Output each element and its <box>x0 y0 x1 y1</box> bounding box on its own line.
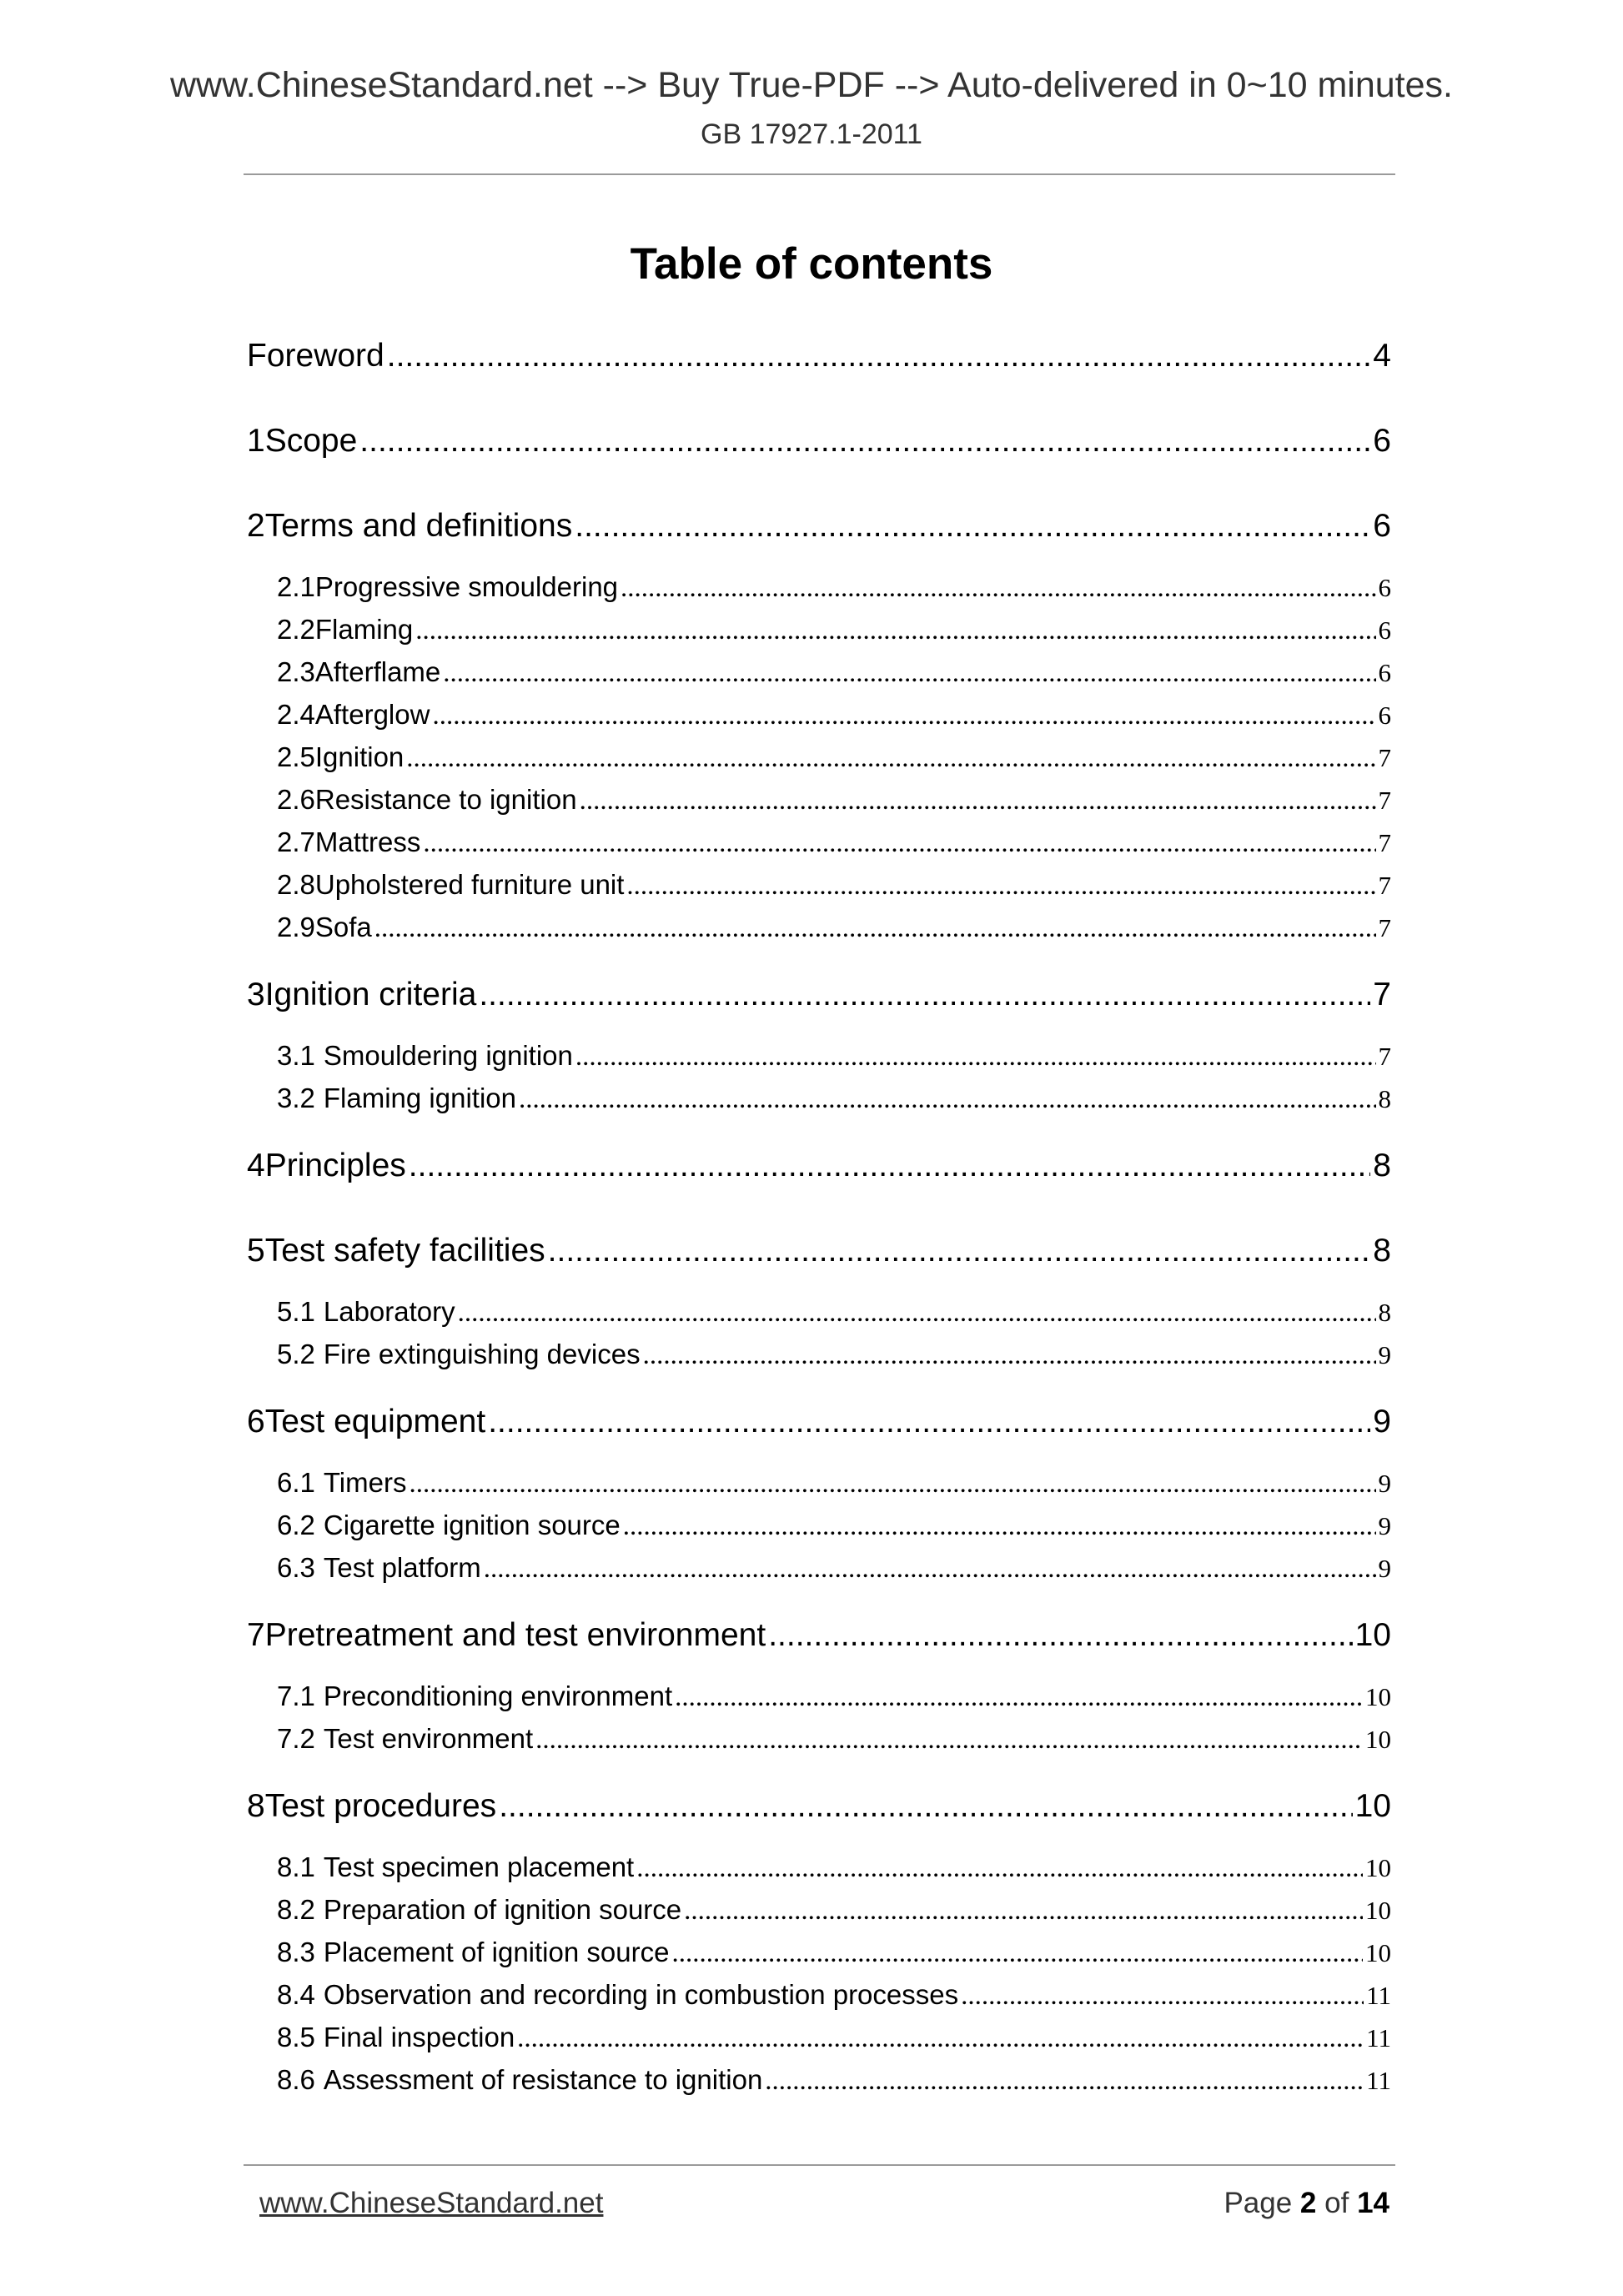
toc-dot-leader <box>519 1084 1376 1115</box>
toc-entry-page: 9 <box>1373 1404 1391 1439</box>
toc-entry-number: 4 <box>247 1148 265 1183</box>
toc-entry-number: 8.3 <box>277 1937 315 1967</box>
toc-entry-label: Test environment <box>323 1723 534 1754</box>
toc-subentry[interactable] <box>277 1681 1391 1713</box>
toc-entry-number: 5.1 <box>277 1296 315 1327</box>
toc-entry-number: 2.5 <box>277 741 315 772</box>
toc-subentry[interactable] <box>277 912 1391 944</box>
toc-dot-leader <box>479 977 1370 1013</box>
toc-dot-leader <box>621 573 1375 604</box>
toc-entry-number: 2.9 <box>277 912 315 942</box>
page-current: 2 <box>1299 2187 1317 2219</box>
toc-subentry[interactable] <box>277 1552 1391 1585</box>
footer-divider <box>244 2164 1395 2166</box>
document-id: GB 17927.1-2011 <box>701 118 922 150</box>
toc-dot-leader <box>575 508 1370 545</box>
toc-entry-page: 6 <box>1378 701 1391 730</box>
toc-entry-page: 6 <box>1373 508 1391 544</box>
toc-entry-page: 7 <box>1378 828 1391 857</box>
toc-dot-leader <box>768 1617 1352 1654</box>
page-of: of <box>1324 2187 1349 2219</box>
page-total: 14 <box>1357 2187 1389 2219</box>
toc-subentry[interactable] <box>277 784 1391 816</box>
toc-dot-leader <box>458 1298 1376 1329</box>
toc-entry-page: 7 <box>1378 1042 1391 1071</box>
toc-entry-number: 8.1 <box>277 1851 315 1882</box>
toc-entry[interactable] <box>247 1148 1391 1184</box>
toc-entry-page: 11 <box>1366 2066 1391 2095</box>
toc-subentry[interactable] <box>277 1937 1391 1969</box>
page-indicator <box>1224 2187 1389 2220</box>
toc-entry-page: 10 <box>1365 1896 1391 1925</box>
toc-subentry[interactable] <box>277 2022 1391 2054</box>
toc-subentry[interactable] <box>277 826 1391 859</box>
toc-dot-leader <box>675 1682 1363 1713</box>
toc-entry-label: Ignition <box>314 741 404 772</box>
toc-dot-leader <box>575 1042 1376 1073</box>
toc-dot-leader <box>409 1148 1371 1184</box>
toc-entry-number: 6.2 <box>277 1510 315 1540</box>
toc-dot-leader <box>432 701 1375 731</box>
toc-entry[interactable] <box>247 423 1391 460</box>
toc-subentry[interactable] <box>277 1723 1391 1756</box>
toc-dot-leader <box>623 1511 1376 1542</box>
toc-dot-leader <box>484 1554 1376 1585</box>
toc-entry-label: Observation and recording in combustion processes <box>323 1979 959 2010</box>
toc-entry-label: Principles <box>264 1148 406 1183</box>
toc-entry-number: 2.8 <box>277 869 315 900</box>
toc-dot-leader <box>671 1938 1363 1969</box>
toc-entry[interactable] <box>247 1788 1391 1825</box>
toc-entry-number: 7.2 <box>277 1723 315 1754</box>
toc-entry-label: Fire extinguishing devices <box>323 1339 641 1369</box>
toc-entry-label: Upholstered furniture unit <box>314 869 625 900</box>
toc-entry-number: 6 <box>247 1404 265 1439</box>
toc-dot-leader <box>535 1725 1363 1756</box>
toc-entry-label: Ignition criteria <box>264 977 477 1012</box>
toc-entry[interactable] <box>247 508 1391 545</box>
toc-entry-label: Test platform <box>323 1552 481 1583</box>
toc-entry-number: 6.1 <box>277 1467 315 1498</box>
toc-subentry[interactable] <box>277 699 1391 731</box>
toc-entry-number: 7 <box>247 1617 265 1653</box>
toc-entry-label: Afterglow <box>314 699 430 730</box>
toc-entry[interactable] <box>247 977 1391 1013</box>
toc-dot-leader <box>443 658 1375 689</box>
toc-entry-number: 3.2 <box>277 1083 315 1113</box>
page-prefix: Page <box>1224 2187 1293 2219</box>
toc-dot-leader <box>626 871 1375 902</box>
toc-subentry[interactable] <box>277 1339 1391 1371</box>
toc-entry-label: Flaming ignition <box>323 1083 516 1113</box>
toc-entry-number: 2 <box>247 508 265 544</box>
toc-entry-number: 7.1 <box>277 1681 315 1711</box>
toc-entry-number: 5.2 <box>277 1339 315 1369</box>
toc-subentry[interactable] <box>277 1467 1391 1500</box>
toc-entry-page: 6 <box>1378 658 1391 687</box>
toc-entry-label: Test procedures <box>264 1788 497 1824</box>
toc-dot-leader <box>415 615 1375 646</box>
toc-dot-leader <box>409 1469 1375 1500</box>
toc-entry-page: 7 <box>1378 743 1391 772</box>
toc-dot-leader <box>387 338 1371 374</box>
toc-entry-label: Test safety facilities <box>264 1233 545 1269</box>
toc-dot-leader <box>517 2023 1364 2054</box>
toc-entry-number: 2.6 <box>277 784 315 815</box>
toc-dot-leader <box>961 1981 1364 2012</box>
toc-entry-label: Scope <box>264 423 358 459</box>
toc-entry-page: 11 <box>1366 2023 1391 2052</box>
toc-entry-page: 8 <box>1378 1298 1391 1327</box>
toc-entry-page: 7 <box>1378 871 1391 900</box>
toc-entry-label: Final inspection <box>323 2022 515 2052</box>
toc-dot-leader <box>580 786 1376 816</box>
toc-entry-label: Flaming <box>314 614 414 645</box>
toc-entry-page: 6 <box>1378 615 1391 645</box>
toc-dot-leader <box>359 423 1370 460</box>
toc-entry-number: 2.1 <box>277 571 315 602</box>
footer-site-link[interactable]: www.ChineseStandard.net <box>259 2187 604 2219</box>
toc-entry-label: Test specimen placement <box>323 1851 635 1882</box>
toc-subentry[interactable] <box>277 1040 1391 1073</box>
toc-subentry[interactable] <box>277 1851 1391 1884</box>
toc-entry-page: 10 <box>1365 1682 1391 1711</box>
toc-entry-page: 9 <box>1378 1511 1391 1540</box>
toc-entry-page: 8 <box>1373 1148 1391 1183</box>
toc-entry-label: Foreword <box>247 338 384 374</box>
toc-dot-leader <box>488 1404 1370 1440</box>
toc-entry-label: Placement of ignition source <box>323 1937 670 1967</box>
toc-subentry[interactable] <box>277 1296 1391 1329</box>
toc-subentry[interactable] <box>277 571 1391 604</box>
toc-entry-number: 2.2 <box>277 614 315 645</box>
toc-dot-leader <box>374 913 1376 944</box>
toc-entry[interactable] <box>247 1617 1391 1654</box>
toc-entry[interactable] <box>247 1404 1391 1440</box>
toc-entry-label: Preconditioning environment <box>323 1681 673 1711</box>
toc-entry-number: 3.1 <box>277 1040 315 1071</box>
toc-entry-label: Mattress <box>314 826 421 857</box>
toc-dot-leader <box>636 1853 1363 1884</box>
toc-entry-label: Pretreatment and test environment <box>264 1617 766 1653</box>
toc-entry-page: 10 <box>1365 1725 1391 1754</box>
toc-entry-page: 7 <box>1373 977 1391 1012</box>
toc-dot-leader <box>499 1788 1352 1825</box>
toc-dot-leader <box>684 1896 1363 1927</box>
toc-entry-number: 8.2 <box>277 1894 315 1925</box>
toc-entry-page: 10 <box>1354 1788 1391 1824</box>
toc-entry-number: 2.3 <box>277 656 315 687</box>
toc-subentry[interactable] <box>277 1894 1391 1927</box>
toc-subentry[interactable] <box>277 869 1391 902</box>
toc-entry-number: 8 <box>247 1788 265 1824</box>
toc-entry-page: 9 <box>1378 1469 1391 1498</box>
toc-entry-page: 6 <box>1373 423 1391 459</box>
toc-dot-leader <box>765 2066 1364 2097</box>
toc-subentry[interactable] <box>277 1510 1391 1542</box>
toc-entry-page: 7 <box>1378 913 1391 942</box>
toc-entry-page: 11 <box>1366 1981 1391 2010</box>
toc-dot-leader <box>406 743 1375 774</box>
toc-subentry[interactable] <box>277 1979 1391 2012</box>
toc-entry[interactable] <box>247 1233 1391 1269</box>
toc-dot-leader <box>548 1233 1371 1269</box>
toc-entry-label: Terms and definitions <box>264 508 573 544</box>
toc-entry-number: 8.6 <box>277 2064 315 2095</box>
toc-dot-leader <box>423 828 1375 859</box>
toc-entry-number: 1 <box>247 423 265 459</box>
toc-entry-label: Preparation of ignition source <box>323 1894 682 1925</box>
toc-entry-label: Progressive smouldering <box>314 571 619 602</box>
toc-subentry[interactable] <box>277 1083 1391 1115</box>
toc-entry-label: Smouldering ignition <box>323 1040 573 1071</box>
toc-entry-number: 6.3 <box>277 1552 315 1583</box>
toc-entry-page: 9 <box>1378 1340 1391 1369</box>
toc-entry-page: 4 <box>1373 338 1391 374</box>
toc-subentry[interactable] <box>277 614 1391 646</box>
toc-entry-number: 8.5 <box>277 2022 315 2052</box>
toc-entry-number: 8.4 <box>277 1979 315 2010</box>
toc-entry-label: Afterflame <box>314 656 441 687</box>
toc-entry-page: 9 <box>1378 1554 1391 1583</box>
toc-entry-page: 10 <box>1365 1853 1391 1882</box>
toc-entry-page: 10 <box>1365 1938 1391 1967</box>
toc-entry-label: Laboratory <box>323 1296 455 1327</box>
toc-entry-label: Cigarette ignition source <box>323 1510 621 1540</box>
toc-dot-leader <box>643 1340 1376 1371</box>
toc-entry-page: 10 <box>1354 1617 1391 1653</box>
toc-entry-label: Assessment of resistance to ignition <box>323 2064 763 2095</box>
toc-subentry[interactable] <box>277 741 1391 774</box>
toc-entry-number: 3 <box>247 977 265 1012</box>
toc-entry-number: 2.4 <box>277 699 315 730</box>
toc-entry-label: Sofa <box>314 912 372 942</box>
toc-entry-page: 8 <box>1378 1084 1391 1113</box>
toc-entry-page: 8 <box>1373 1233 1391 1269</box>
toc-title: Table of contents <box>630 239 993 289</box>
toc-entry-number: 5 <box>247 1233 265 1269</box>
toc-subentry[interactable] <box>277 2064 1391 2097</box>
toc-entry-label: Resistance to ignition <box>314 784 577 815</box>
toc-entry-page: 7 <box>1378 786 1391 815</box>
toc-entry-label: Timers <box>323 1467 407 1498</box>
toc-entry[interactable] <box>247 338 1391 374</box>
toc-subentry[interactable] <box>277 656 1391 689</box>
toc-entry-label: Test equipment <box>264 1404 486 1439</box>
toc-entry-page: 6 <box>1378 573 1391 602</box>
header-banner: www.ChineseStandard.net --> Buy True-PDF --> Auto-delivered in 0~10 minutes. <box>169 65 1453 105</box>
toc-entry-number: 2.7 <box>277 826 315 857</box>
